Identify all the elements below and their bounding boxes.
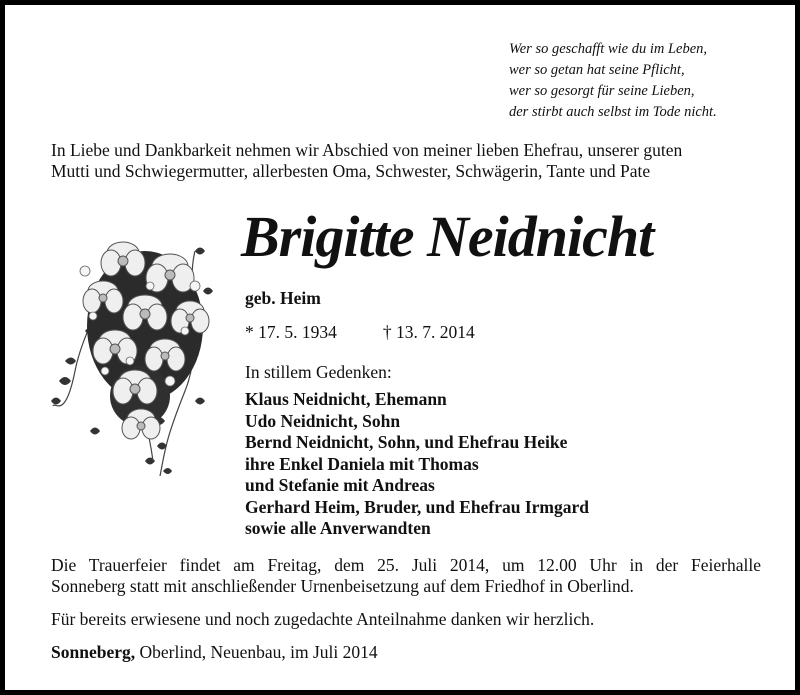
birth-name: geb. Heim <box>245 288 321 308</box>
deceased-name: Brigitte Neidnicht <box>241 204 654 269</box>
life-dates <box>245 322 475 343</box>
mourner-line: ihre Enkel Daniela mit Thomas <box>245 453 479 474</box>
mourner-line: und Stefanie mit Andreas <box>245 475 435 495</box>
thanks-note: Für bereits erwiesene und noch zugedachte Anteilnahme danken wir herzlich. <box>51 609 595 629</box>
mourner-line: Gerhard Heim, Bruder, und Ehefrau Irmgard <box>245 496 590 517</box>
signoff-rest: Oberlind, Neuenbau, im Juli 2014 <box>135 642 378 662</box>
signoff-line <box>51 642 378 663</box>
farewell-intro <box>51 140 771 182</box>
service-line-1: Die Trauerfeier findet am Freitag, dem 25. Juli 2014, um 12.00 Uhr in der Feierhalle <box>51 555 761 575</box>
intro-line-1: In Liebe und Dankbarkeit nehmen wir Abschied von meiner lieben Ehefrau, unserer guten <box>51 140 683 160</box>
poem-line-2: wer so getan hat seine Pflicht, <box>509 62 685 78</box>
birth-date: * 17. 5. 1934 <box>245 322 337 342</box>
poem-line-3: wer so gesorgt für seine Lieben, <box>509 83 695 99</box>
memorial-poem <box>509 39 789 123</box>
mourner-line: Udo Neidnicht, Sohn <box>245 410 401 431</box>
orchid-bouquet-image <box>45 231 217 481</box>
mourner-line: Bernd Neidnicht, Sohn, und Ehefrau Heike <box>245 432 568 452</box>
mourner-line: sowie alle Anverwandten <box>245 518 431 538</box>
intro-line-2: Mutti und Schwiegermutter, allerbesten Oma, Schwester, Schwägerin, Tante und Pate <box>51 161 651 181</box>
service-line-2: Sonneberg statt mit anschließender Urnenbeisetzung auf dem Friedhof in Oberlind. <box>51 576 634 596</box>
signoff-place: Sonneberg, <box>51 642 136 662</box>
death-date: † 13. 7. 2014 <box>382 322 475 342</box>
funeral-service-notice <box>51 555 761 597</box>
mourners-list <box>245 389 589 540</box>
poem-line-1: Wer so geschafft wie du im Leben, <box>509 41 708 57</box>
mourners-heading: In stillem Gedenken: <box>245 362 392 382</box>
poem-line-4: der stirbt auch selbst im Tode nicht. <box>509 104 717 120</box>
mourner-line: Klaus Neidnicht, Ehemann <box>245 389 447 409</box>
